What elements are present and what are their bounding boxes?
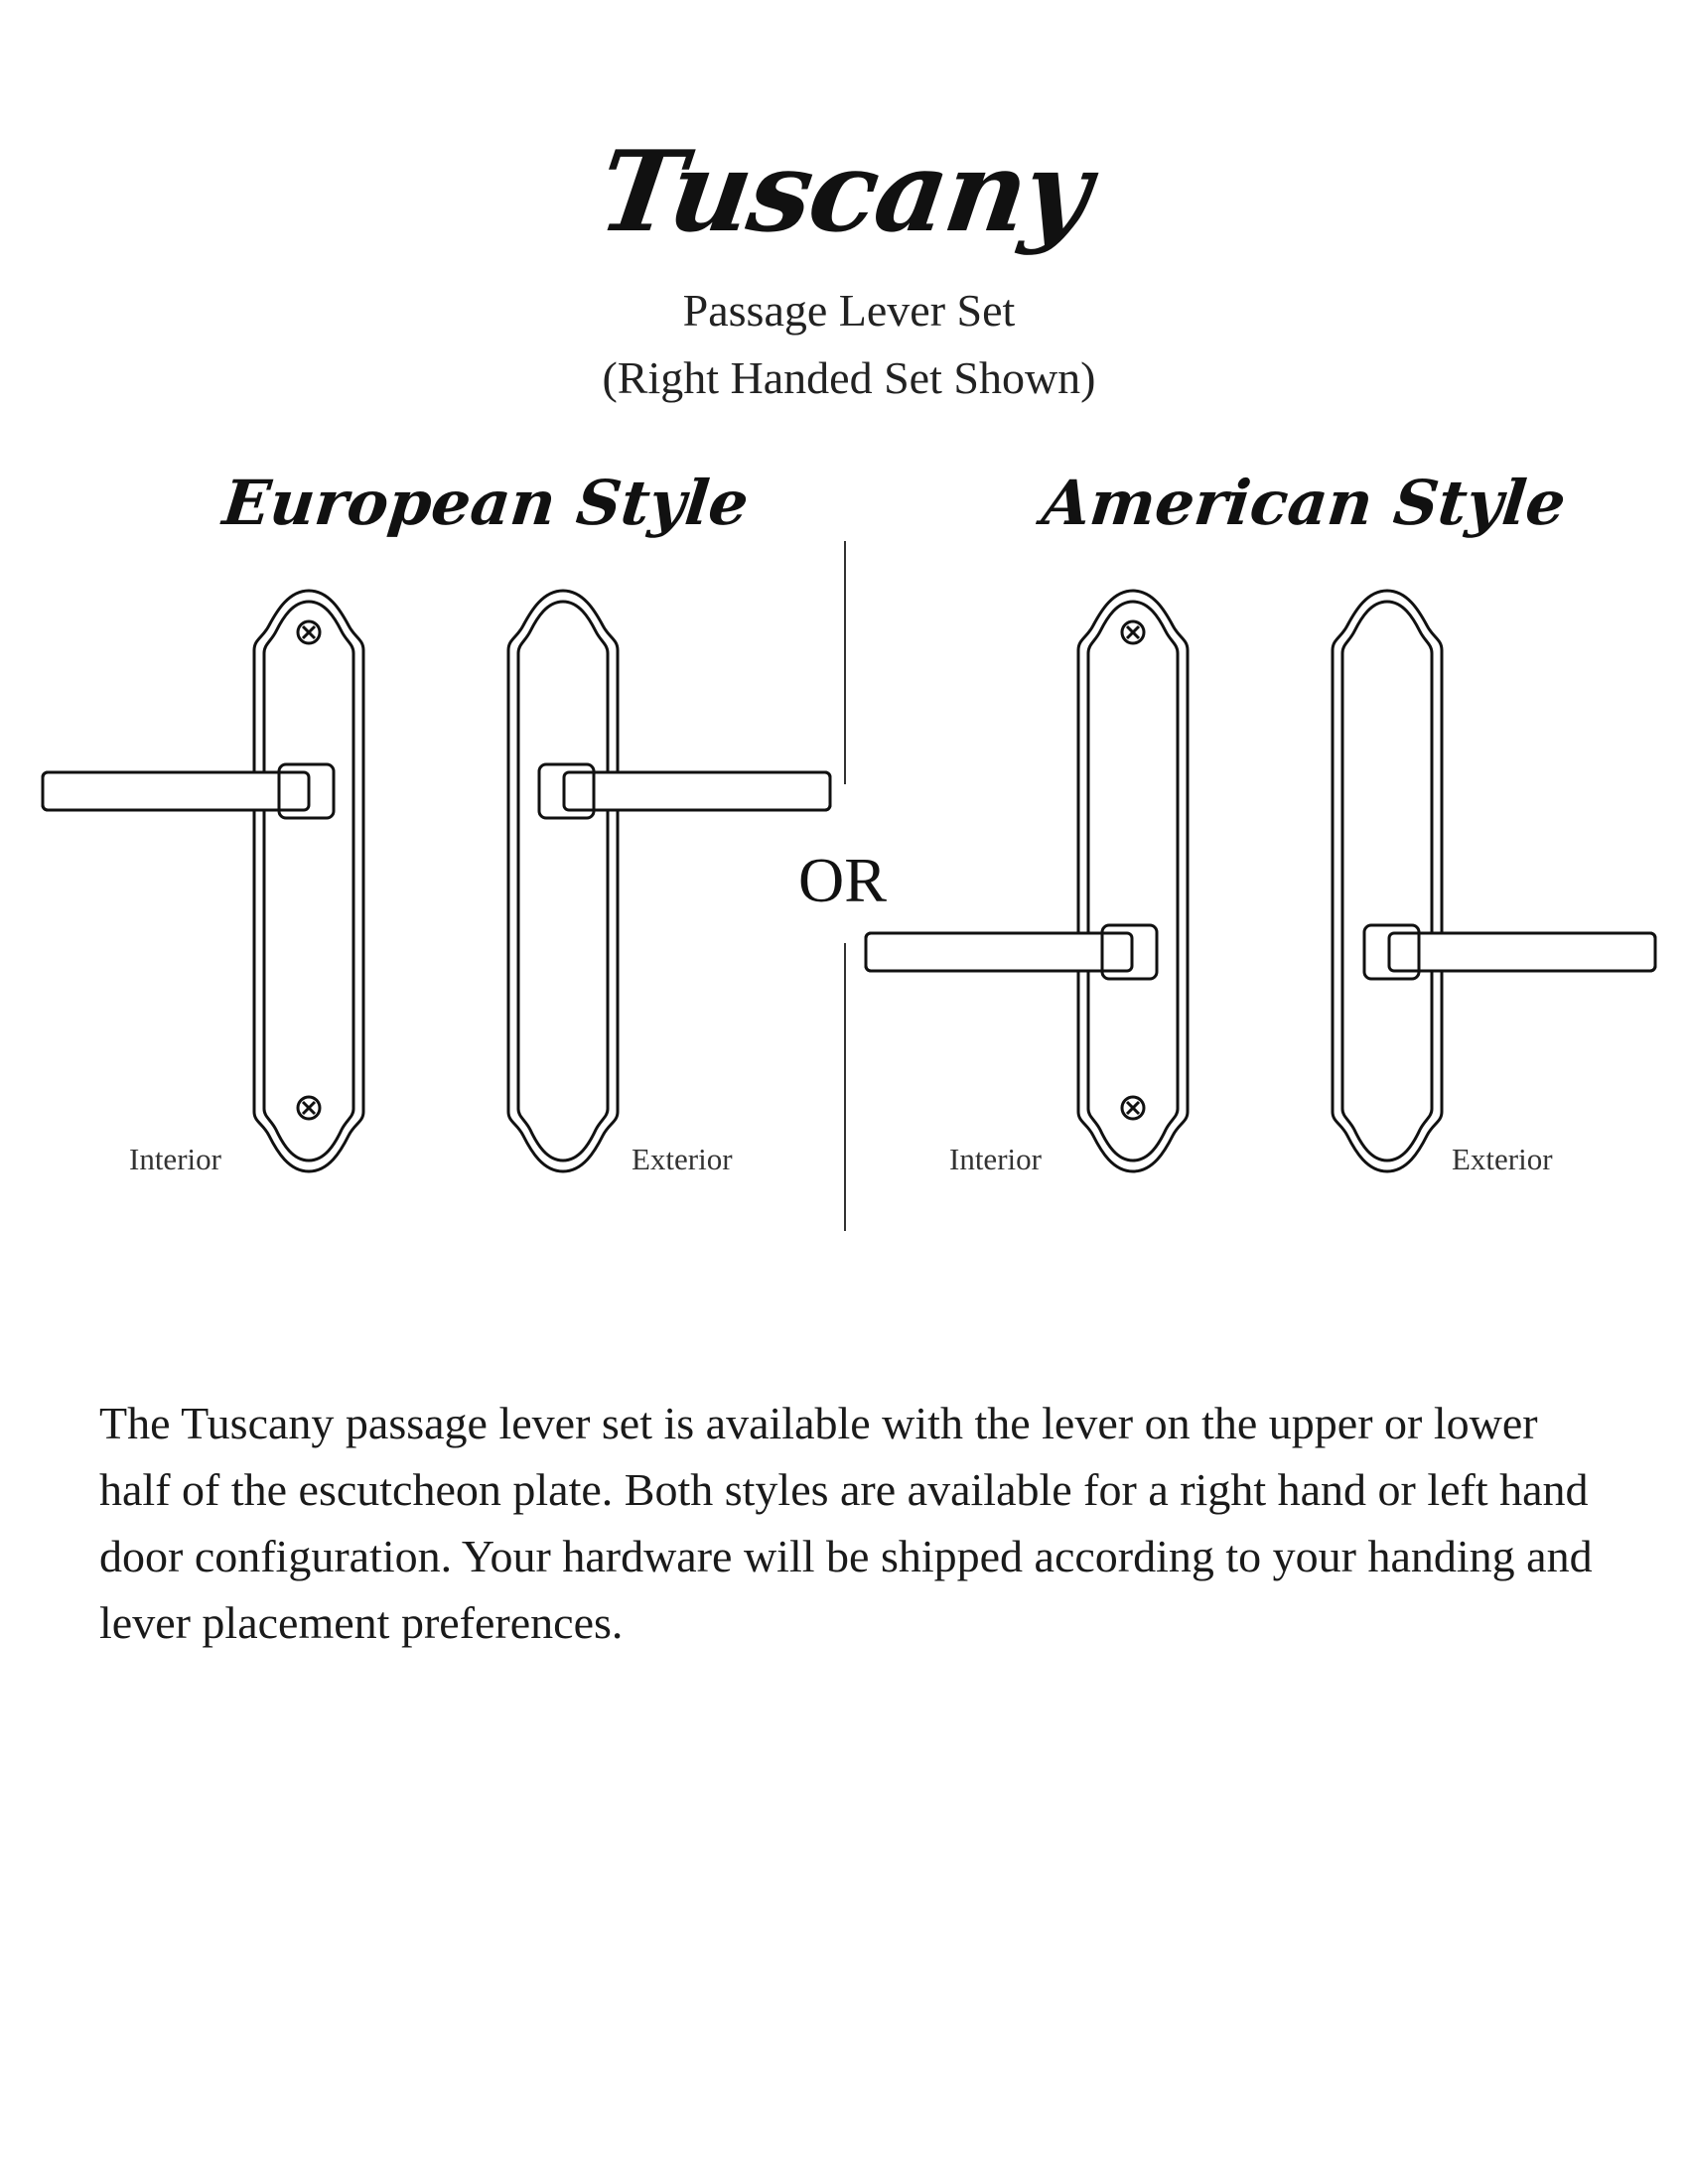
handing-note: (Right Handed Set Shown) [602,352,1096,403]
divider-line-bottom [844,943,846,1231]
or-separator: OR [798,845,887,915]
american-interior-label: Interior [949,1142,1042,1176]
american-interior-plate [866,591,1188,1171]
european-style-heading: European Style [219,467,753,539]
description-paragraph: The Tuscany passage lever set is available with the lever on the upper or lower half of the escutcheon plate. Both styles are available for a right hand or left hand door configuration. Your hardware will be shipped according to your handing and lever placement preferences. [99,1398,1593,1648]
american-style-heading: American Style [1039,467,1570,539]
european-exterior-plate [508,591,830,1171]
divider-line-top [844,541,846,784]
european-interior-plate [43,591,363,1171]
product-name: Passage Lever Set [682,285,1016,336]
page-title: Tuscany [591,127,1097,257]
european-exterior-label: Exterior [632,1142,733,1176]
american-exterior-label: Exterior [1452,1142,1553,1176]
american-exterior-plate [1333,591,1655,1171]
european-interior-label: Interior [129,1142,221,1176]
